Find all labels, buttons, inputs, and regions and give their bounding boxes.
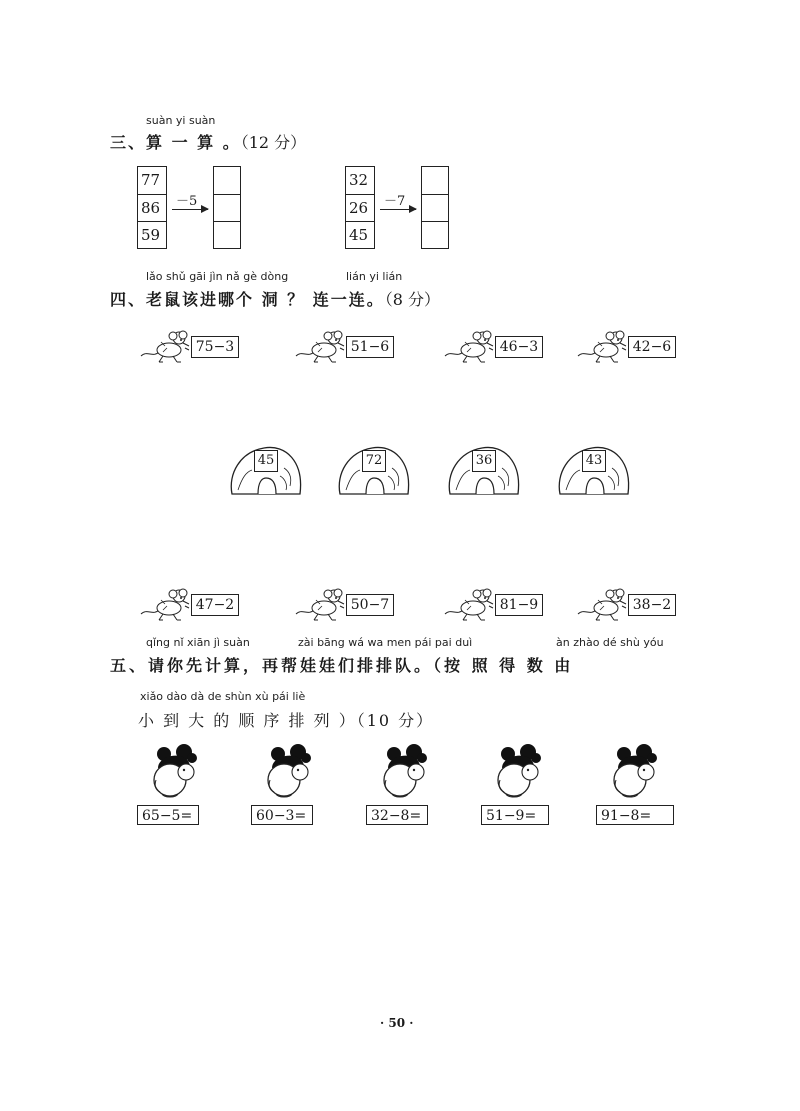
answer-cell[interactable] xyxy=(214,221,240,248)
mouse-card[interactable] xyxy=(443,592,563,618)
answer-column-2 xyxy=(421,166,449,249)
section5-points: （10 分） xyxy=(356,711,435,730)
mouse-icon xyxy=(443,586,499,622)
equation-box[interactable]: 65−5= xyxy=(137,805,199,825)
mouse-card[interactable] xyxy=(576,334,696,360)
girl-with-balloon-icon xyxy=(492,744,542,800)
section5-pinyin-a: qǐng nǐ xiān jì suàn xyxy=(146,636,250,649)
hole-number: 45 xyxy=(254,450,278,472)
operation-label-1: －5 xyxy=(176,194,198,209)
girl-with-balloon-icon xyxy=(262,744,312,800)
section4-pinyin-a: lǎo shǔ gāi jìn nǎ gè dòng xyxy=(146,270,289,283)
hole-number: 36 xyxy=(472,450,496,472)
mouse-icon xyxy=(576,586,632,622)
input-column-2 xyxy=(345,166,375,249)
answer-column-1 xyxy=(213,166,241,249)
mouse-hole[interactable] xyxy=(556,442,632,498)
input-cell: 26 xyxy=(346,194,374,221)
mouse-icon xyxy=(294,328,350,364)
mouse-card[interactable] xyxy=(576,592,696,618)
mouse-expression: 47−2 xyxy=(191,594,239,616)
answer-cell[interactable] xyxy=(214,194,240,221)
input-cell: 59 xyxy=(138,221,166,248)
section3-points: （12 分） xyxy=(240,133,307,152)
mouse-icon xyxy=(294,586,350,622)
section3-pinyin: suàn yi suàn xyxy=(146,114,216,127)
input-cell: 86 xyxy=(138,194,166,221)
section3-title: 三、算 一 算 。 xyxy=(110,133,241,152)
mouse-expression: 75−3 xyxy=(191,336,239,358)
section5-pinyin-c: àn zhào dé shù yóu xyxy=(556,636,664,649)
operation-label-2: －7 xyxy=(384,194,406,209)
mouse-expression: 81−9 xyxy=(495,594,543,616)
input-cell: 45 xyxy=(346,221,374,248)
mouse-hole[interactable] xyxy=(336,442,412,498)
answer-cell[interactable] xyxy=(422,194,448,221)
section4-points: （8 分） xyxy=(384,290,440,309)
section5-title: 五、请你先计算，再帮娃娃们排排队。（按 照 得 数 由 xyxy=(110,656,574,675)
input-column-1 xyxy=(137,166,167,249)
mouse-expression: 50−7 xyxy=(346,594,394,616)
mouse-card[interactable] xyxy=(443,334,563,360)
mouse-card[interactable] xyxy=(139,334,259,360)
girl-with-balloon-icon xyxy=(148,744,198,800)
hole-number: 43 xyxy=(582,450,606,472)
girl-with-balloon-icon xyxy=(608,744,658,800)
section3-heading xyxy=(110,130,306,153)
input-cell: 77 xyxy=(141,171,161,189)
mouse-card[interactable] xyxy=(294,334,414,360)
mouse-card[interactable] xyxy=(139,592,259,618)
page-number: · 50 · xyxy=(380,1016,414,1030)
answer-cell[interactable] xyxy=(214,167,240,194)
equation-box[interactable]: 32−8= xyxy=(366,805,428,825)
mouse-icon xyxy=(443,328,499,364)
mouse-expression: 46−3 xyxy=(495,336,543,358)
section4-title: 四、老鼠该进哪个 洞 ？ 连一连。 xyxy=(110,290,385,309)
hole-number: 72 xyxy=(362,450,386,472)
section5-title-line2: 小 到 大 的 顺 序 排 列 ） xyxy=(138,711,357,730)
mouse-expression: 42−6 xyxy=(628,336,676,358)
section4-pinyin-b: lián yi lián xyxy=(346,270,403,283)
girl-with-balloon-icon xyxy=(378,744,428,800)
answer-cell[interactable] xyxy=(422,221,448,248)
input-cell: 32 xyxy=(349,171,369,189)
mouse-hole[interactable] xyxy=(446,442,522,498)
arrow-icon xyxy=(380,209,416,210)
answer-cell[interactable] xyxy=(422,167,448,194)
mouse-icon xyxy=(139,328,195,364)
mouse-expression: 51−6 xyxy=(346,336,394,358)
mouse-hole[interactable] xyxy=(228,442,304,498)
section5-heading-line2 xyxy=(138,708,434,731)
section5-pinyin-d: xiǎo dào dà de shùn xù pái liè xyxy=(140,690,306,703)
mouse-icon xyxy=(576,328,632,364)
arrow-icon xyxy=(172,209,208,210)
equation-box[interactable]: 60−3= xyxy=(251,805,313,825)
equation-box[interactable]: 51−9= xyxy=(481,805,549,825)
section4-heading xyxy=(110,287,440,310)
mouse-card[interactable] xyxy=(294,592,414,618)
section5-pinyin-b: zài bāng wá wa men pái pai duì xyxy=(298,636,473,649)
mouse-icon xyxy=(139,586,195,622)
equation-box[interactable]: 91−8= xyxy=(596,805,674,825)
mouse-expression: 38−2 xyxy=(628,594,676,616)
